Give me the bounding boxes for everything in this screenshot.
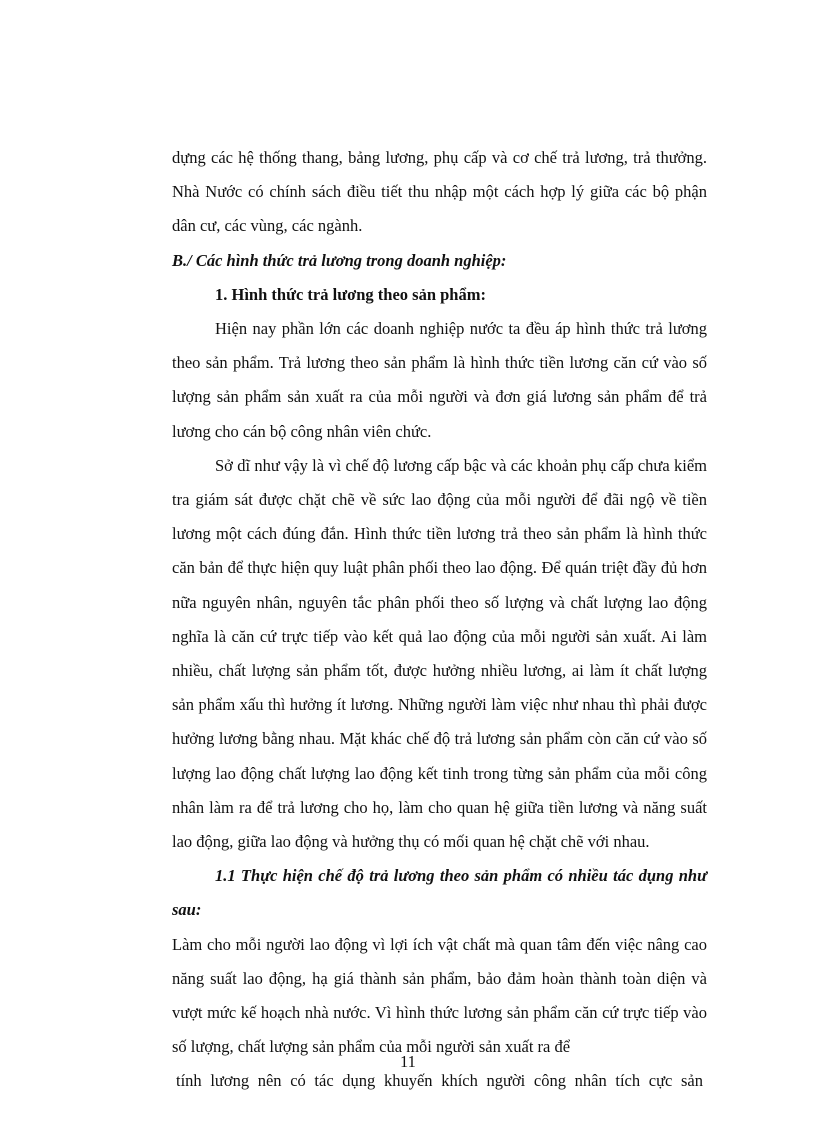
page-number: 11 (400, 1052, 416, 1071)
section-heading-b: B./ Các hình thức trả lương trong doanh nghiệp: (172, 250, 507, 270)
subsection-heading-1: 1. Hình thức trả lương theo sản phẩm: (215, 284, 486, 304)
page-body (172, 141, 707, 1099)
paragraph-effects-continued: tính lương nên có tác dụng khuyến khích người công nhân tích cực sản (176, 1071, 703, 1091)
paragraph-reason: Sở dĩ như vậy là vì chế độ lương cấp bậc và các khoản phụ cấp chưa kiểm tra giám sát được chặt chẽ về sức lao động của mỗi người để đãi ngộ về tiền lương một cách đúng đắn. Hình thức tiền lương trả theo sản phẩm là hình thức căn bản để thực hiện quy luật phân phối theo lao động. Để quán triệt đầy đủ hơn nữa nguyên nhân, nguyên tắc phân phối theo số lượng và chất lượng lao động nghĩa là căn cứ trực tiếp vào kết quả lao động của mỗi người sản xuất. Ai làm nhiều, chất lượng sản phẩm tốt, được hưởng nhiều lương, ai làm ít chất lượng sản phẩm xấu thì hưởng ít lương. Những người làm việc như nhau thì phải được hưởng lương bằng nhau. Mặt khác chế độ trả lương sản phẩm còn căn cứ vào số lượng lao động chất lượng lao động kết tinh trong từng sản phẩm của mỗi công nhân làm ra để trả lương cho họ, làm cho quan hệ giữa tiền lương và năng suất lao động, giữa lao động và hưởng thụ có mối quan hệ chặt chẽ với nhau. (172, 455, 707, 852)
paragraph-product-wage: Hiện nay phần lớn các doanh nghiệp nước ta đều áp hình thức trả lương theo sản phẩm. Trả lương theo sản phẩm là hình thức tiền lương căn cứ vào số lượng sản phẩm sản xuất ra của mỗi người và đơn giá lương sản phẩm để trả lương cho cán bộ công nhân viên chức. (172, 319, 707, 441)
subsection-heading-1-1: 1.1 Thực hiện chế độ trả lương theo sản phẩm có nhiều tác dụng như sau: (172, 866, 707, 920)
paragraph-effects: Làm cho mỗi người lao động vì lợi ích vật chất mà quan tâm đến việc nâng cao năng suất lao động, hạ giá thành sản phẩm, bảo đảm hoàn thành toàn diện và vượt mức kế hoạch nhà nước. Vì hình thức lương sản phẩm căn cứ trực tiếp vào số lượng, chất lượng sản phẩm của mỗi người sản xuất ra để (172, 934, 707, 1057)
paragraph-intro: dựng các hệ thống thang, bảng lương, phụ cấp và cơ chế trả lương, trả thưởng. Nhà Nước có chính sách điều tiết thu nhập một cách hợp lý giữa các bộ phận dân cư, các vùng, các ngành. (172, 148, 707, 236)
